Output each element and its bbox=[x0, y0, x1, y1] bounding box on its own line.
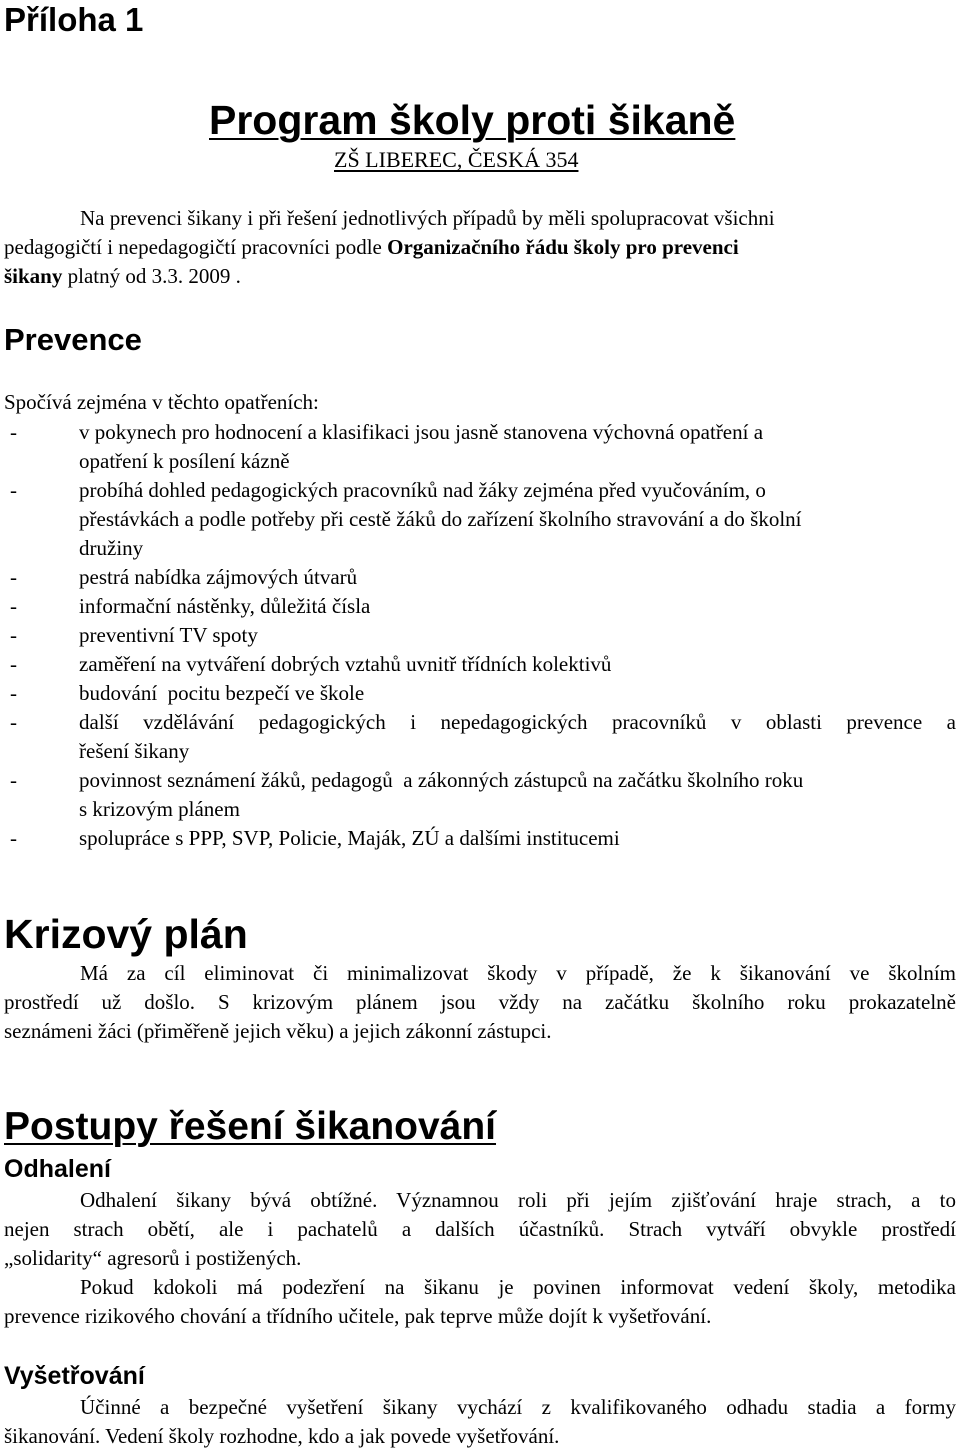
document-title: Program školy proti šikaně bbox=[209, 97, 736, 143]
prevence-item-7-line-1: budování pocitu bezpečí ve škole bbox=[79, 681, 365, 705]
prevence-item-3-line-1: pestrá nabídka zájmových útvarů bbox=[79, 565, 358, 589]
krizovy-plan-line-1: Má za cíl eliminovat či minimalizovat škody v případě, že k šikanování ve školním bbox=[80, 961, 956, 985]
bullet-dash: - bbox=[10, 623, 17, 647]
bullet-dash: - bbox=[10, 565, 17, 589]
odhaleni-para2-line-1: Pokud kdokoli má podezření na šikanu je povinen informovat vedení školy, metodika bbox=[80, 1275, 956, 1299]
prevence-item-6-line-1: zaměření na vytváření dobrých vztahů uvnitř třídních kolektivů bbox=[79, 652, 612, 676]
bullet-dash: - bbox=[10, 681, 17, 705]
prevence-item-8-line-2: řešení šikany bbox=[79, 739, 190, 763]
bullet-dash: - bbox=[10, 710, 17, 734]
odhaleni-para1-line-2: nejen strach obětí, ale i pachatelů a dalších účastníků. Strach vytváří obvykle prostředí bbox=[4, 1217, 956, 1241]
bullet-dash: - bbox=[10, 420, 17, 444]
prevence-item-2-line-3: družiny bbox=[79, 536, 144, 560]
prevence-item-2-line-1: probíhá dohled pedagogických pracovníků nad žáky zejména před vyučováním, o bbox=[79, 478, 766, 502]
prevence-item-9 bbox=[0, 766, 960, 824]
vysetrovani-heading: Vyšetřování bbox=[4, 1362, 145, 1390]
intro-line-3-text: platný od 3.3. 2009 . bbox=[62, 264, 241, 288]
bullet-dash: - bbox=[10, 652, 17, 676]
prevence-item-1-line-2: opatření k posílení kázně bbox=[79, 449, 290, 473]
odhaleni-para1-line-3: „solidarity“ agresorů i postižených. bbox=[4, 1246, 302, 1270]
krizovy-plan-line-3: seznámeni žáci (přiměřeně jejich věku) a jejich zákonní zástupci. bbox=[4, 1019, 552, 1043]
prevence-item-8-line-1: další vzdělávání pedagogických i nepedagogických pracovníků v oblasti prevence a bbox=[79, 710, 956, 734]
postupy-heading: Postupy řešení šikanování bbox=[4, 1105, 497, 1148]
sikany-reference: šikany bbox=[4, 264, 63, 288]
prevence-item-1 bbox=[0, 418, 960, 476]
prevence-lead: Spočívá zejména v těchto opatřeních: bbox=[4, 390, 319, 414]
prevence-item-4-line-1: informační nástěnky, důležitá čísla bbox=[79, 594, 371, 618]
bullet-dash: - bbox=[10, 768, 17, 792]
prevence-item-5-line-1: preventivní TV spoty bbox=[79, 623, 258, 647]
prevence-item-8 bbox=[0, 708, 960, 766]
krizovy-plan-line-2: prostředí už došlo. S krizovým plánem jsou vždy na začátku školního roku prokazatelně bbox=[4, 990, 956, 1014]
prevence-item-1-line-1: v pokynech pro hodnocení a klasifikaci jsou jasně stanovena výchovná opatření a bbox=[79, 420, 764, 444]
prevence-item-9-line-2: s krizovým plánem bbox=[79, 797, 240, 821]
odhaleni-para1-line-1: Odhalení šikany bývá obtížné. Významnou roli při jejím zjišťování hraje strach, a to bbox=[80, 1188, 956, 1212]
bullet-dash: - bbox=[10, 594, 17, 618]
intro-line-2 bbox=[4, 233, 739, 262]
prevence-item-2 bbox=[0, 476, 960, 563]
bullet-dash: - bbox=[10, 826, 17, 850]
vysetrovani-para1-line-2: šikanování. Vedení školy rozhodne, kdo a jak povede vyšetřování. bbox=[4, 1424, 560, 1448]
prevence-item-10-line-1: spolupráce s PPP, SVP, Policie, Maják, ZÚ a dalšími institucemi bbox=[79, 826, 620, 850]
organizacni-rad-reference: Organizačního řádu školy pro prevenci bbox=[387, 235, 739, 259]
prevence-item-2-line-2: přestávkách a podle potřeby při cestě žáků do zařízení školního stravování a do školní bbox=[79, 507, 802, 531]
prevence-heading: Prevence bbox=[4, 322, 142, 357]
krizovy-plan-heading: Krizový plán bbox=[4, 911, 248, 957]
intro-line-3 bbox=[4, 262, 241, 291]
intro-line-2-text: pedagogičtí i nepedagogičtí pracovníci podle bbox=[4, 235, 388, 259]
intro-line-1: Na prevenci šikany i při řešení jednotlivých případů by měli spolupracovat všichni bbox=[80, 206, 775, 230]
vysetrovani-para1-line-1: Účinné a bezpečné vyšetření šikany vychází z kvalifikovaného odhadu stadia a formy bbox=[80, 1395, 956, 1419]
attachment-label: Příloha 1 bbox=[4, 1, 144, 38]
prevence-item-9-line-1: povinnost seznámení žáků, pedagogů a zákonných zástupců na začátku školního roku bbox=[79, 768, 804, 792]
odhaleni-heading: Odhalení bbox=[4, 1155, 111, 1183]
document-subtitle: ZŠ LIBEREC, ČESKÁ 354 bbox=[334, 147, 579, 172]
odhaleni-para2-line-2: prevence rizikového chování a třídního učitele, pak teprve může dojít k vyšetřování. bbox=[4, 1304, 712, 1328]
bullet-dash: - bbox=[10, 478, 17, 502]
